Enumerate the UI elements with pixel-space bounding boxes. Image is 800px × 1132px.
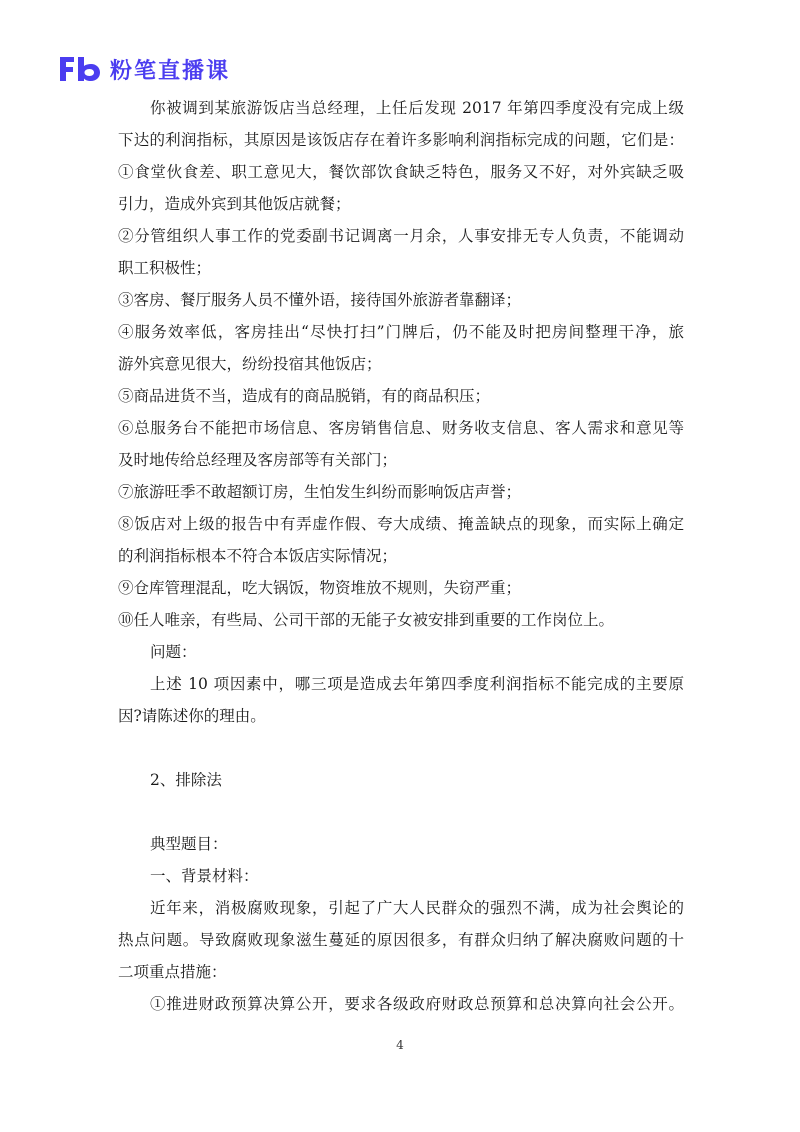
- text-line: 热点问题。导致腐败现象滋生蔓延的原因很多，有群众归纳了解决腐败问题的十: [118, 931, 684, 949]
- text-line: 二项重点措施：: [118, 963, 227, 981]
- text-line: ⑦旅游旺季不敢超额订房，生怕发生纠纷而影响饭店声誉；: [118, 483, 522, 501]
- text-line: ③客房、餐厅服务人员不懂外语，接待国外旅游者靠翻译；: [118, 291, 522, 309]
- text-line: ⑩任人唯亲，有些局、公司干部的无能子女被安排到重要的工作岗位上。: [118, 611, 615, 629]
- fb-logo-icon: [58, 54, 102, 84]
- text-line: ①食堂伙食差、职工意见大，餐饮部饮食缺乏特色，服务又不好，对外宾缺乏吸: [118, 163, 684, 181]
- subsection-heading: 一、背景材料：: [150, 867, 259, 885]
- text-line: 游外宾意见很大，纷纷投宿其他饭店；: [118, 355, 382, 373]
- text-line: 你被调到某旅游饭店当总经理，上任后发现 2017 年第四季度没有完成上级: [150, 99, 684, 117]
- text-line: 职工积极性；: [118, 259, 212, 277]
- text-line: 下达的利润指标，其原因是该饭店存在着许多影响利润指标完成的问题，它们是：: [118, 131, 684, 149]
- question-heading: 问题：: [150, 643, 197, 661]
- section-heading: 2、排除法: [150, 771, 222, 789]
- text-line: 及时地传给总经理及客房部等有关部门；: [118, 451, 398, 469]
- text-line: ⑧饭店对上级的报告中有弄虚作假、夸大成绩、掩盖缺点的现象，而实际上确定: [118, 515, 684, 533]
- text-line: ②分管组织人事工作的党委副书记调离一月余，人事安排无专人负责，不能调动: [118, 227, 684, 245]
- page-number: 4: [396, 1038, 404, 1052]
- text-line: 的利润指标根本不符合本饭店实际情况；: [118, 547, 398, 565]
- blank-line: [118, 796, 684, 828]
- text-line: 因?请陈述你的理由。: [118, 707, 266, 725]
- text-line: ⑥总服务台不能把市场信息、客房销售信息、财务收支信息、客人需求和意见等: [118, 419, 684, 437]
- text-line: ⑤商品进货不当，造成有的商品脱销，有的商品积压；: [118, 387, 491, 405]
- brand-text: 粉笔直播课: [110, 58, 231, 84]
- text-line: 上述 10 项因素中，哪三项是造成去年第四季度利润指标不能完成的主要原: [150, 675, 684, 693]
- subsection-heading: 典型题目：: [150, 835, 228, 853]
- brand-logo: [58, 54, 230, 84]
- document-body: [118, 92, 684, 1020]
- blank-line: [118, 732, 684, 764]
- text-line: 近年来，消极腐败现象，引起了广大人民群众的强烈不满，成为社会舆论的: [150, 899, 684, 917]
- text-line: ⑨仓库管理混乱，吃大锅饭，物资堆放不规则，失窃严重；: [118, 579, 522, 597]
- text-line: ①推进财政预算决算公开，要求各级政府财政总预算和总决算向社会公开。: [150, 995, 684, 1013]
- text-line: ④服务效率低，客房挂出“尽快打扫”门牌后，仍不能及时把房间整理干净，旅: [118, 323, 684, 341]
- text-line: 引力，造成外宾到其他饭店就餐；: [118, 195, 351, 213]
